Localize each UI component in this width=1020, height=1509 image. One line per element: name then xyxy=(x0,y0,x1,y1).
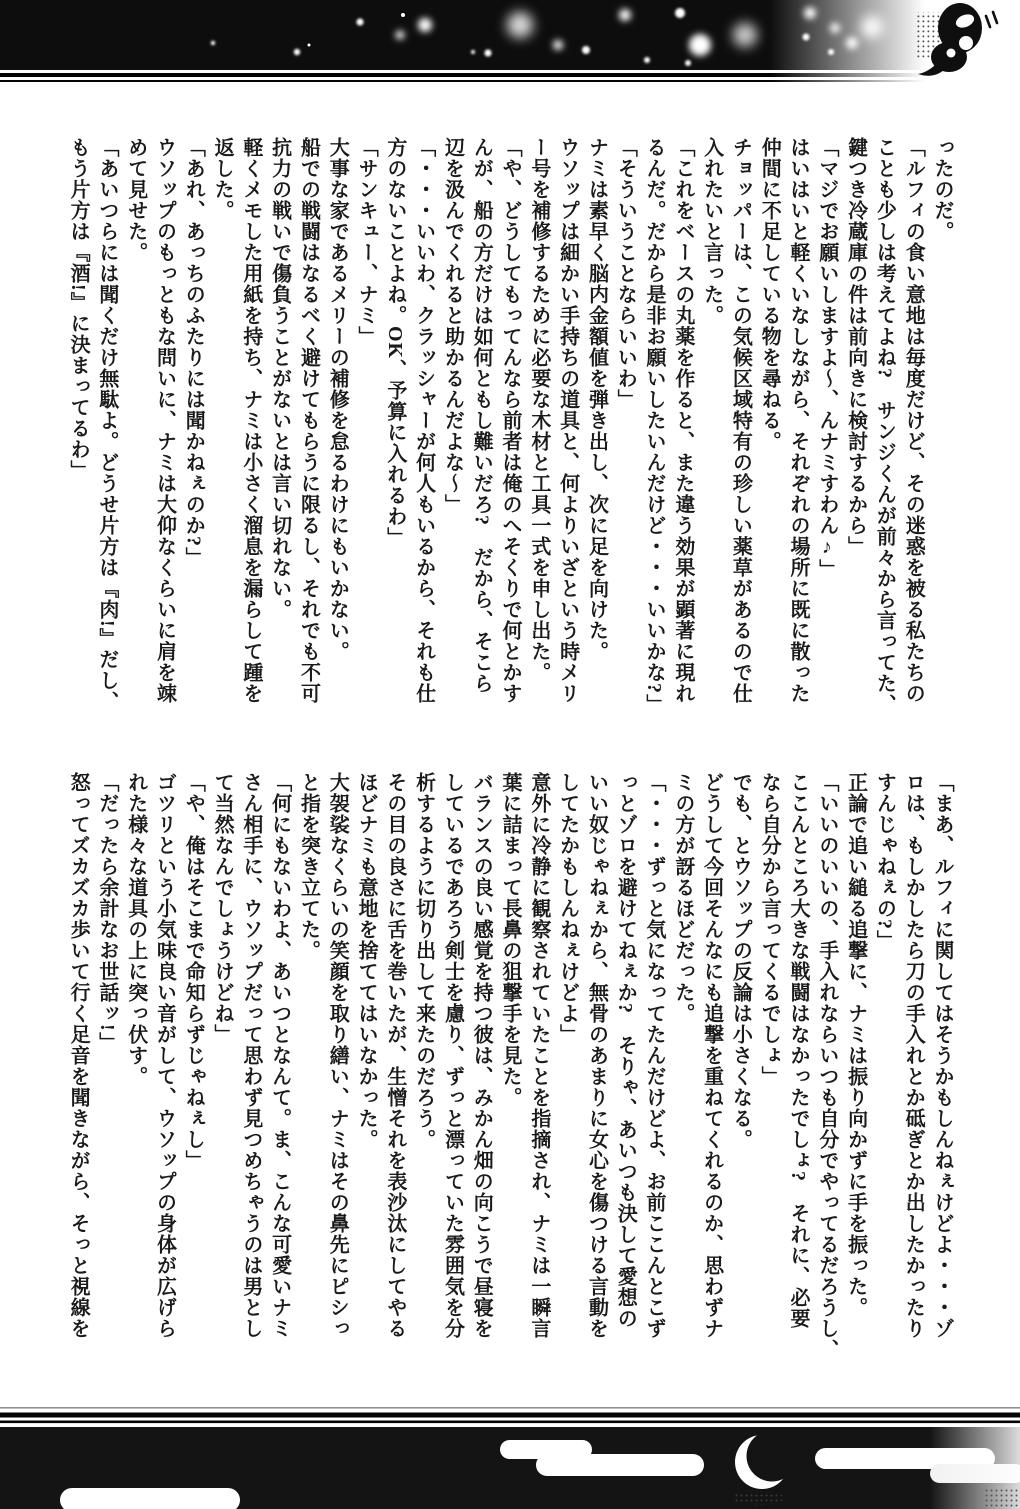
text-column: 析するように切り出して来たのだろう。 xyxy=(412,772,435,1150)
text-column: 「何にもないわよ、あいつとなんて。ま、こんな可愛いナミ xyxy=(268,772,291,1339)
text-column: ロは、もしかしたら刀の手入れとか砥ぎとか出したかったり xyxy=(902,772,925,1339)
text-column: 「あいつらには聞くだけ無駄よ。どうせ片方は『肉!』だし、 xyxy=(95,137,118,712)
text-column: チョッパーは、この気候区域特有の珍しい薬草があるので仕 xyxy=(729,137,752,704)
text-column: 「だったら余計なお世話ッ!」 xyxy=(95,772,118,1053)
text-column: 大事な家であるメリーの補修を怠るわけにもいかない。 xyxy=(326,137,349,662)
text-column: 「・・・ずっと気になってたんだけどよ、お前ここんとこず xyxy=(643,772,666,1339)
text-column: 正論で追い縋る追撃に、ナミは振り向かずに手を振った。 xyxy=(844,772,867,1318)
text-column: すんじゃねぇの?」 xyxy=(873,772,896,951)
footer-rule-thick xyxy=(0,1413,1020,1418)
text-column: しているであろう剣士を慮り、ずっと漂っていた雰囲気を分 xyxy=(441,772,464,1339)
text-column: るんだ。だから是非お願いしたいんだけど・・・いいかな?」 xyxy=(643,137,666,715)
footer-rule-thin xyxy=(0,1421,1020,1424)
text-column: もう片方は『酒!』に決まってるわ」 xyxy=(67,137,90,481)
text-column: いい奴じゃねぇから、無骨のあまりに女心を傷つける言動を xyxy=(585,772,608,1339)
text-column: 「サンキュー、ナミ」 xyxy=(355,137,378,347)
text-column: ここんところ大きな戦闘はなかったでしょ? それに、必要 xyxy=(787,772,810,1329)
text-column: 返した。 xyxy=(211,137,234,221)
text-column: 「そういうことならいいわ」 xyxy=(614,137,637,410)
text-column: してたかもしんねぇけどよ」 xyxy=(556,772,579,1045)
text-column: バランスの良い感覚を持つ彼は、みかん畑の向こうで昼寝を xyxy=(470,772,493,1339)
text-column: 鍵つき冷蔵庫の件は前向きに検討するから」 xyxy=(844,137,867,557)
text-column: 「マジでお願いしますよ〜、んナミすわん♪」 xyxy=(815,137,838,580)
text-column: はいはいと軽くいなしながら、それぞれの場所に既に散った xyxy=(787,137,810,704)
text-column: 「これをベースの丸薬を作ると、また違う効果が顕著に現れ xyxy=(671,137,694,704)
text-column: 「ルフィの食い意地は毎度だけど、その迷惑を被る私たちの xyxy=(902,137,925,704)
text-column: 「いいのいいの、手入れならいつも自分でやってるだろうし、 xyxy=(815,772,838,1360)
text-column: 「・・・いいわ、クラッシャーが何人もいるから、それも仕 xyxy=(412,137,435,704)
text-column: ことも少しは考えてよね? サンジくんが前々から言ってた、 xyxy=(873,137,896,715)
text-column: 「あれ、あっちのふたりには聞かねぇのか?」 xyxy=(182,137,205,568)
text-column: さん相手に、ウソップだって思わず見つめちゃうのは男とし xyxy=(239,772,262,1339)
text-column: なら自分から言ってくるでしょ」 xyxy=(758,772,781,1087)
text-column: 意外に冷静に観察されていたことを指摘され、ナミは一瞬言 xyxy=(527,772,550,1339)
text-column: その目の良さに舌を巻いたが、生憎それを表沙汰にしてやる xyxy=(383,772,406,1339)
text-column: 入れたいと言った。 xyxy=(700,137,723,326)
text-block-bottom xyxy=(63,772,956,1372)
moon-critter-icon xyxy=(902,0,1002,90)
text-block-top xyxy=(63,137,956,737)
night-sky-footer xyxy=(0,1404,1020,1509)
text-column: れた様々な道具の上に突っ伏す。 xyxy=(124,772,147,1087)
text-column: めて見せた。 xyxy=(124,137,147,263)
text-column: でも、とウソップの反論は小さくなる。 xyxy=(729,772,752,1150)
text-column: ゴツリという小気味良い音がして、ウソップの身体が広げら xyxy=(153,772,176,1339)
text-column: っとゾロを避けてねぇか? そりゃ、あいつも決して愛想の xyxy=(614,772,637,1329)
footer-rule-hairline xyxy=(0,1407,1020,1409)
text-column: ったのだ。 xyxy=(931,137,953,242)
text-column: んが、船の方だけは如何ともし難いだろ? だから、そこら xyxy=(470,137,493,694)
text-column: 辺を汲んでくれると助かるんだよな〜」 xyxy=(441,137,464,515)
text-column: て当然なんでしょうけどね」 xyxy=(211,772,234,1045)
text-column: 方のないことよね。OK、予算に入れるわ」 xyxy=(383,137,406,549)
text-column: 「まあ、ルフィに関してはそうかもしんねぇけどよ・・・ゾ xyxy=(931,772,953,1339)
text-column: ー号を補修するために必要な木材と工具一式を申し出た。 xyxy=(527,137,550,683)
text-column: ナミは素早く脳内金額値を弾き出し、次に足を向けた。 xyxy=(585,137,608,662)
text-column: 大袈裟なくらいの笑顔を取り繕い、ナミはその鼻先にピシっ xyxy=(326,772,349,1339)
text-column: ウソップは細かい手持ちの道具と、何よりいざという時メリ xyxy=(556,137,579,704)
text-column: 抗力の戦いで傷負うことがないとは言い切れない。 xyxy=(268,137,291,620)
text-column: ミの方が訝るほどだった。 xyxy=(671,772,694,1024)
text-column: 「や、どうしてもってんなら前者は俺のへそくりで何とかす xyxy=(499,137,522,704)
text-column: 「や、俺はそこまで命知らずじゃねぇし」 xyxy=(182,772,205,1171)
text-column: ウソップのもっともな問いに、ナミは大仰なくらいに肩を竦 xyxy=(153,137,176,704)
text-column: 船での戦闘はなるべく避けてもらうに限るし、それでも不可 xyxy=(297,137,320,704)
text-column: 怒ってズカズカ歩いて行く足音を聞きながら、そっと視線を xyxy=(67,772,90,1339)
text-column: どうして今回そんなにも追撃を重ねてくれるのか、思わずナ xyxy=(700,772,723,1339)
text-column: ほどナミも意地を捨ててはいなかった。 xyxy=(355,772,378,1150)
text-column: 仲間に不足している物を尋ねる。 xyxy=(758,137,781,452)
text-column: と指を突き立てた。 xyxy=(297,772,320,961)
text-column: 葉に詰まって長鼻の狙撃手を見た。 xyxy=(499,772,522,1108)
text-column: 軽くメモした用紙を持ち、ナミは小さく溜息を漏らして踵を xyxy=(239,137,262,704)
